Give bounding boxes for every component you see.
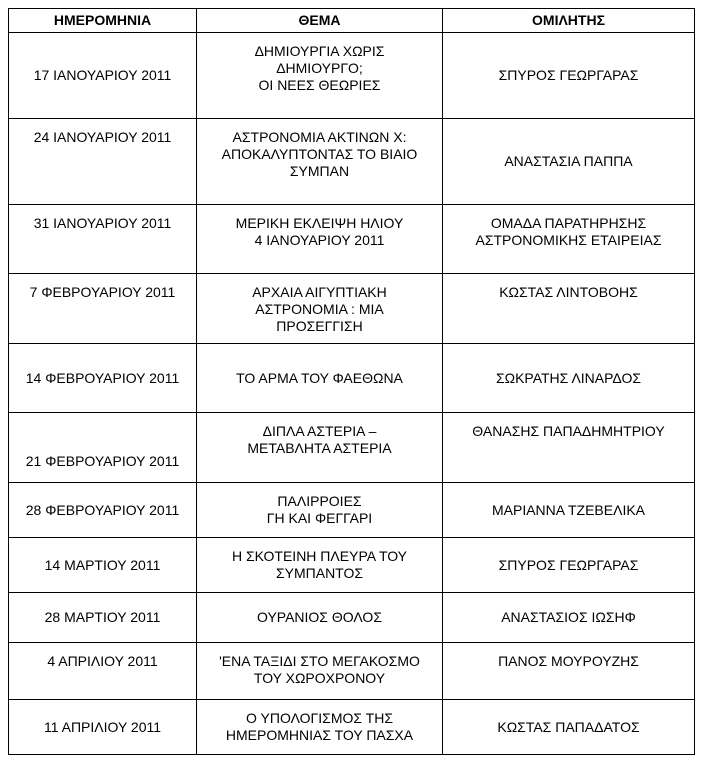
speaker-line: ΠΑΝΟΣ ΜΟΥΡΟΥΖΗΣ [498,653,639,669]
topic-line: 4 ΙΑΝΟΥΑΡΙΟΥ 2011 [254,232,385,248]
speaker-cell [443,119,695,205]
date-cell: 28 ΦΕΒΡΟΥΑΡΙΟΥ 2011 [9,483,197,538]
topic-line: ΠΡΟΣΕΓΓΙΣΗ [276,318,363,334]
date-cell: 4 ΑΠΡΙΛΙΟΥ 2011 [9,643,197,700]
topic-line: ΟΥΡΑΝΙΟΣ ΘΟΛΟΣ [257,609,382,625]
topic-line: ΔΙΠΛΑ ΑΣΤΕΡΙΑ – [262,423,377,439]
topic-line: ΔΗΜΙΟΥΡΓΟ; [276,60,363,76]
date-cell: 21 ΦΕΒΡΟΥΑΡΙΟΥ 2011 [9,413,197,483]
speaker-line: ΣΠΥΡΟΣ ΓΕΩΡΓΑΡΑΣ [498,67,639,83]
topic-line: ΔΗΜΙΟΥΡΓΙΑ ΧΩΡΙΣ [254,43,385,59]
speaker-cell [443,33,695,119]
topic-cell [197,413,443,483]
date-cell: 31 ΙΑΝΟΥΑΡΙΟΥ 2011 [9,205,197,274]
topic-line: ΑΡΧΑΙΑ ΑΙΓΥΠΤΙΑΚΗ [252,284,387,300]
date-cell: 14 ΜΑΡΤΙΟΥ 2011 [9,538,197,593]
topic-cell [197,700,443,755]
table-row [9,205,695,274]
lecture-schedule-table [8,8,695,755]
topic-line: ΣΥΜΠΑΝΤΟΣ [275,565,364,581]
date-cell: 17 ΙΑΝΟΥΑΡΙΟΥ 2011 [9,33,197,119]
table-row [9,274,695,344]
speaker-line: ΣΩΚΡΑΤΗΣ ΛΙΝΑΡΔΟΣ [495,369,642,386]
speaker-cell [443,700,695,755]
speaker-line: ΘΑΝΑΣΗΣ ΠΑΠΑΔΗΜΗΤΡΙΟΥ [472,423,665,439]
table-row [9,700,695,755]
table-row [9,483,695,538]
topic-line: ΗΜΕΡΟΜΗΝΙΑΣ ΤΟΥ ΠΑΣΧΑ [225,727,414,743]
topic-line: Ο ΥΠΟΛΟΓΙΣΜΟΣ ΤΗΣ [246,710,393,726]
speaker-line: ΚΩΣΤΑΣ ΛΙΝΤΟΒΟΗΣ [499,284,638,300]
column-header-speaker: ΟΜΙΛΗΤΗΣ [443,9,695,33]
topic-line: ΤΟΥ ΧΩΡΟΧΡΟΝΟΥ [253,670,386,686]
table-row [9,593,695,643]
topic-cell [197,483,443,538]
topic-line: ΑΠΟΚΑΛΥΠΤΟΝΤΑΣ ΤΟ ΒΙΑΙΟ [221,146,418,162]
speaker-cell [443,413,695,483]
speaker-line: ΑΝΑΣΤΑΣΙΟΣ ΙΩΣΗΦ [501,609,636,625]
header-row [9,9,695,33]
table-row [9,119,695,205]
topic-line: ΓΗ ΚΑΙ ΦΕΓΓΑΡΙ [266,510,373,526]
speaker-line: ΚΩΣΤΑΣ ΠΑΠΑΔΑΤΟΣ [497,718,640,735]
topic-line: ΑΣΤΡΟΝΟΜΙΑ : ΜΙΑ [255,301,384,317]
table-row [9,538,695,593]
date-cell: 24 ΙΑΝΟΥΑΡΙΟΥ 2011 [9,119,197,205]
topic-cell [197,33,443,119]
topic-line: ΣΥΜΠΑΝ [289,163,350,179]
topic-line: ΟΙ ΝΕΕΣ ΘΕΩΡΙΕΣ [258,77,381,93]
topic-line: ΜΕΡΙΚΗ ΕΚΛΕΙΨΗ ΗΛΙΟΥ [235,215,404,231]
topic-cell [197,344,443,413]
topic-line: ΤΟ ΑΡΜΑ ΤΟΥ ΦΑΕΘΩΝΑ [236,369,403,386]
topic-line: ΜΕΤΑΒΛΗΤΑ ΑΣΤΕΡΙΑ [247,440,392,456]
speaker-cell [443,643,695,700]
date-cell: 14 ΦΕΒΡΟΥΑΡΙΟΥ 2011 [9,344,197,413]
table-row [9,344,695,413]
topic-line: Η ΣΚΟΤΕΙΝΗ ΠΛΕΥΡΑ ΤΟΥ [231,548,408,564]
topic-cell [197,538,443,593]
topic-line: ΠΑΛΙΡΡΟΙΕΣ [277,493,362,509]
speaker-cell [443,483,695,538]
topic-cell [197,643,443,700]
speaker-line: ΑΝΑΣΤΑΣΙΑ ΠΑΠΠΑ [504,153,633,169]
speaker-cell [443,593,695,643]
topic-cell [197,274,443,344]
table-row [9,33,695,119]
speaker-line: ΣΠΥΡΟΣ ΓΕΩΡΓΑΡΑΣ [498,556,639,573]
topic-cell [197,593,443,643]
topic-line: ΑΣΤΡΟΝΟΜΙΑ ΑΚΤΙΝΩΝ Χ: [232,129,407,145]
speaker-cell [443,538,695,593]
topic-cell [197,205,443,274]
date-cell: 11 ΑΠΡΙΛΙΟΥ 2011 [9,700,197,755]
column-header-date: ΗΜΕΡΟΜΗΝΙΑ [9,9,197,33]
speaker-cell [443,205,695,274]
topic-line: 'ΕΝΑ ΤΑΞΙΔΙ ΣΤΟ ΜΕΓΑΚΟΣΜΟ [219,653,420,669]
topic-cell [197,119,443,205]
speaker-line: ΑΣΤΡΟΝΟΜΙΚΗΣ ΕΤΑΙΡΕΙΑΣ [475,232,662,248]
speaker-line: ΜΑΡΙΑΝΝΑ ΤΖΕΒΕΛΙΚΑ [491,501,646,518]
speaker-line: ΟΜΑΔΑ ΠΑΡΑΤΗΡΗΣΗΣ [490,215,647,231]
date-cell: 7 ΦΕΒΡΟΥΑΡΙΟΥ 2011 [9,274,197,344]
table-row [9,643,695,700]
column-header-topic: ΘΕΜΑ [197,9,443,33]
date-cell: 28 ΜΑΡΤΙΟΥ 2011 [9,593,197,643]
speaker-cell [443,274,695,344]
table-row [9,413,695,483]
speaker-cell [443,344,695,413]
